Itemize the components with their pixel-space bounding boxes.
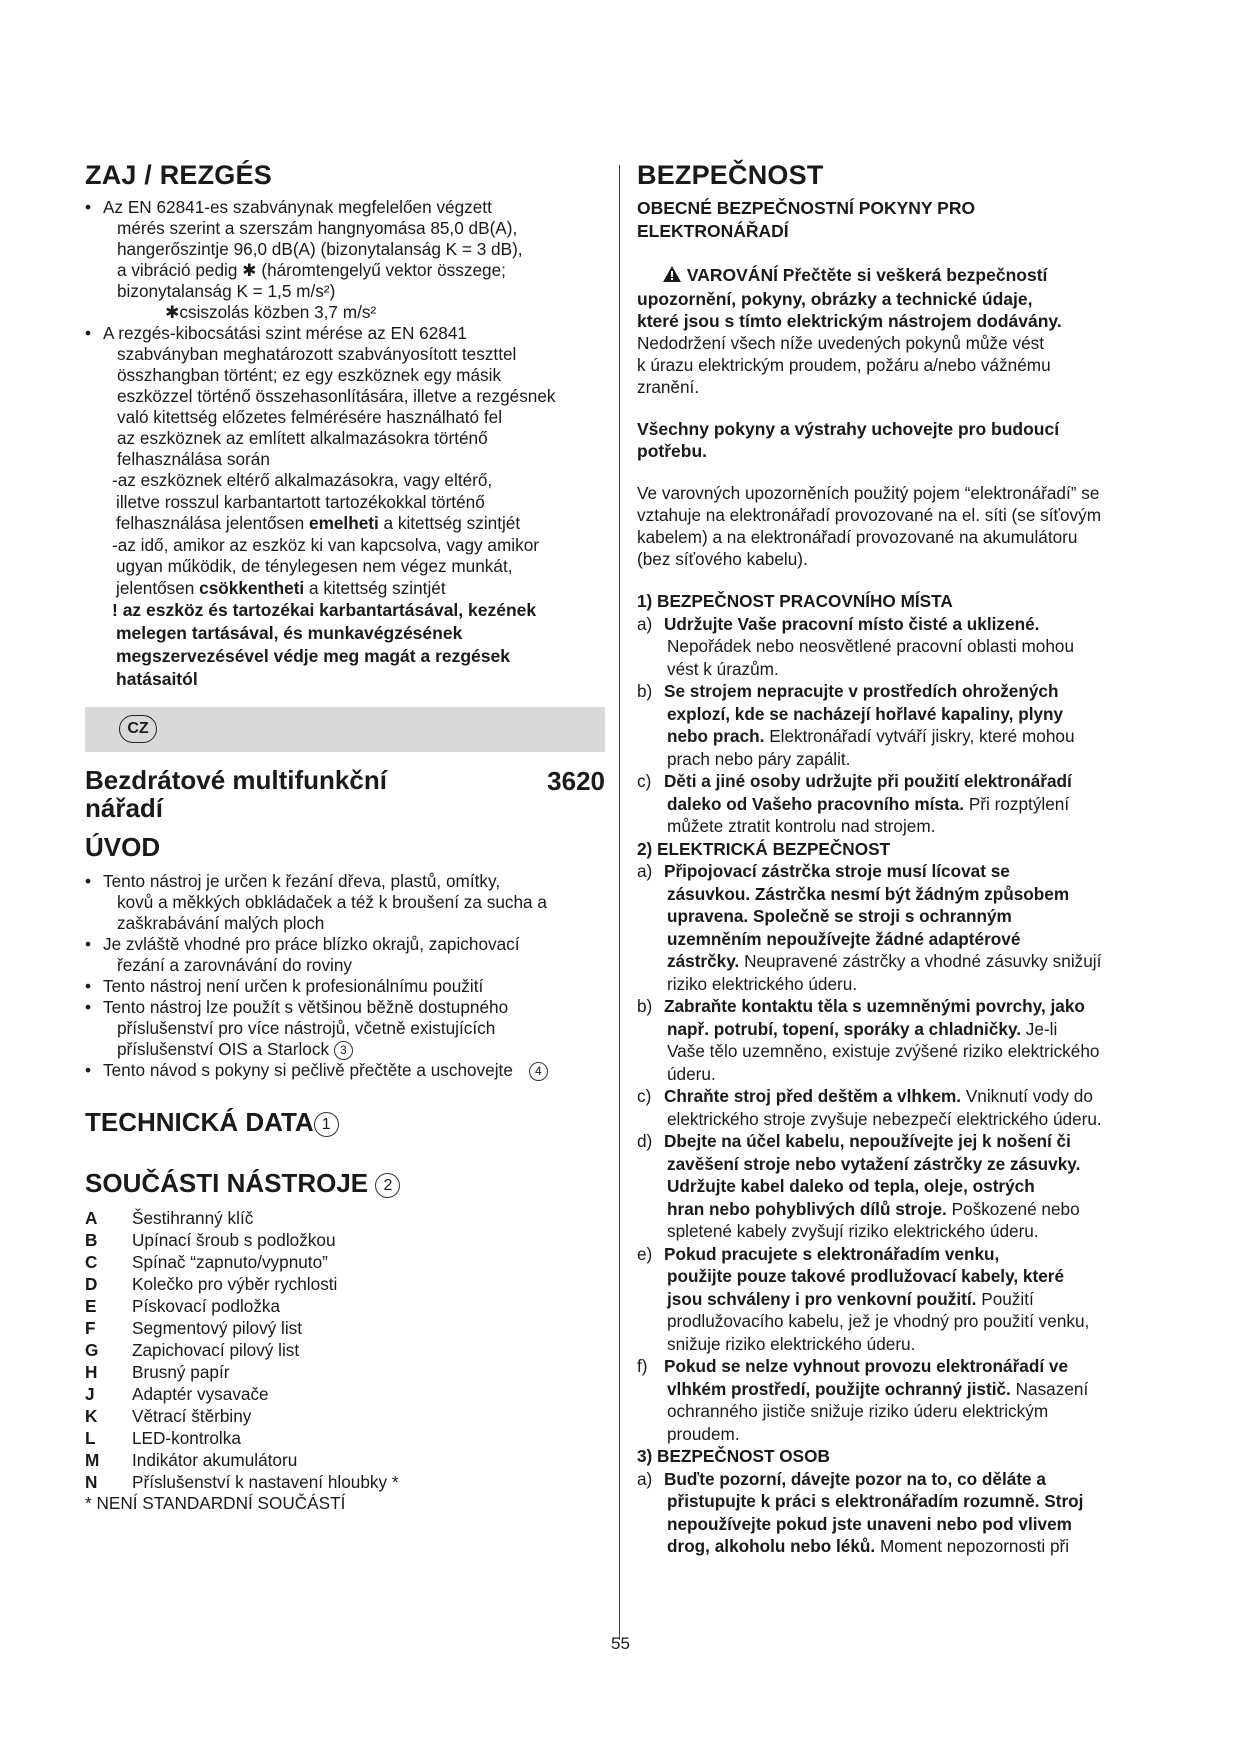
parts-row — [85, 1471, 399, 1493]
part-label: Brusný papír — [132, 1362, 230, 1382]
parts-footnote: * NENÍ STANDARDNÍ SOUČÁSTÍ — [85, 1493, 346, 1513]
part-key: H — [85, 1362, 98, 1382]
electrical-a: a) Připojovací zástrčka stroje musí lícovat se zásuvkou. Zástrčka nesmí být žádným způsobem upravena. Společně se stroji s ochranným uzemněním nepoužívejte žádné adaptérové zástrčky. Neupravené zástrčky a vhodné zásuvky snižují riziko elektrického úderu. — [637, 861, 1102, 994]
parts-row — [85, 1317, 399, 1339]
parts-row — [85, 1405, 399, 1427]
parts-row — [85, 1449, 399, 1471]
left-column — [85, 160, 605, 1514]
uvod-bullet-4: • Tento nástroj lze použít s většinou běžně dostupného příslušenství pro více nástrojů, včetně existujících příslušenství OIS a Starlock 3 — [85, 997, 605, 1060]
part-key: C — [85, 1252, 98, 1272]
keep-instructions: Všechny pokyny a výstrahy uchovejte pro budoucí potřebu. — [637, 419, 1060, 461]
parts-title: SOUČÁSTI NÁSTROJE 2 — [85, 1168, 605, 1199]
zaj-warning: ! az eszköz és tartozékai karbantartásával, kezének melegen tartásával, és munkavégzésének megszervezésével védje meg magát a rezgések hatásaitól — [112, 600, 537, 689]
safety-title: BEZPEČNOST — [637, 160, 824, 190]
electrical-e: e) Pokud pracujete s elektronářadím venku, použijte pouze takové prodlužovací kabely, které jsou schváleny i pro venkovní použití. Použití prodlužovacího kabelu, jež je vhodný pro použití venku, snižuje riziko elektrického úderu. — [637, 1243, 1090, 1354]
part-key: K — [85, 1406, 98, 1426]
part-label: Upínací šroub s podložkou — [132, 1230, 336, 1250]
part-label: Adaptér vysavače — [132, 1384, 269, 1404]
part-key: L — [85, 1428, 96, 1448]
part-key: M — [85, 1450, 100, 1470]
safety-subtitle: OBECNÉ BEZPEČNOSTNÍ POKYNY PRO ELEKTRONÁŘADÍ — [637, 198, 976, 241]
uvod-list — [85, 871, 605, 1081]
parts-row — [85, 1251, 399, 1273]
parts-row — [85, 1207, 399, 1229]
column-divider — [619, 165, 620, 1640]
part-key: D — [85, 1274, 98, 1294]
uvod-bullet-5: • Tento návod s pokyny si pečlivě přečtěte a uschovejte 4 — [85, 1060, 605, 1081]
part-label: LED-kontrolka — [132, 1428, 241, 1448]
uvod-bullet-2: • Je zvláště vhodné pro práce blízko okrajů, zapichovací řezání a zarovnávání do roviny — [85, 934, 605, 976]
uvod-title: ÚVOD — [85, 832, 161, 862]
part-key: F — [85, 1318, 96, 1338]
part-key: N — [85, 1472, 98, 1492]
section-work-area: 1) BEZPEČNOST PRACOVNÍHO MÍSTA — [637, 591, 953, 611]
uvod-bullet-3: • Tento nástroj není určen k profesionálnímu použití — [85, 976, 605, 997]
part-label: Příslušenství k nastavení hloubky * — [132, 1472, 399, 1492]
parts-row — [85, 1273, 399, 1295]
part-key: G — [85, 1340, 99, 1360]
figure-ref-2: 2 — [375, 1173, 400, 1198]
section-electrical: 2) ELEKTRICKÁ BEZPEČNOST — [637, 838, 891, 859]
figure-ref-3: 3 — [334, 1041, 353, 1060]
safety-warning: VAROVÁNÍ Přečtěte si veškerá bezpečností upozornění, pokyny, obrázky a technické údaje, které jsou s tímto elektrickým nástrojem dodávány. Nedodržení všech níže uvedených pokynů může vést k úrazu elektrickým proudem, požáru a/nebo vážnému zranění. — [637, 265, 1062, 397]
work-area-c: c) Děti a jiné osoby udržujte při použití elektronářadí daleko od Vašeho pracovního místa. Při rozptýlení můžete ztratit kontrolu nad strojem. — [637, 771, 1072, 836]
electrical-c: c) Chraňte stroj před deštěm a vlhkem. Vniknutí vody do elektrického stroje zvyšuje nebezpečí elektrického úderu. — [637, 1086, 1102, 1129]
electrical-f: f) Pokud se nelze vyhnout provozu elektronářadí ve vlhkém prostředí, použijte ochranný jistič. Nasazení ochranného jističe snižuje riziko úderu elektrickým proudem. — [637, 1356, 1089, 1444]
part-label: Segmentový pilový list — [132, 1318, 303, 1338]
work-area-a: a) Udržujte Vaše pracovní místo čisté a uklizené. Nepořádek nebo neosvětlené pracovní oblasti mohou vést k úrazům. — [637, 613, 1075, 679]
sanding-vibration: ✱csiszolás közben 3,7 m/s² — [165, 302, 377, 322]
part-key: E — [85, 1296, 97, 1316]
page-number: 55 — [611, 1634, 630, 1653]
section-personal: 3) BEZPEČNOST OSOB — [637, 1446, 830, 1466]
part-label: Spínač “zapnuto/vypnuto” — [132, 1252, 328, 1272]
parts-row — [85, 1383, 399, 1405]
zaj-sub-1: -az eszköznek eltérő alkalmazásokra, vagy eltérő, illetve rosszul karbantartott tartozékokkal történő felhasználása jelentősen emelheti a kitettség szintjét — [112, 470, 521, 533]
part-label: Větrací štěrbiny — [132, 1406, 252, 1426]
warning-triangle-icon — [662, 265, 682, 288]
language-bar — [85, 707, 605, 752]
figure-ref-1: 1 — [314, 1112, 339, 1137]
part-key: B — [85, 1230, 98, 1250]
part-label: Kolečko pro výběr rychlosti — [132, 1274, 338, 1294]
language-code-badge: CZ — [119, 715, 157, 743]
right-column — [637, 160, 1157, 1558]
model-number: 3620 — [547, 766, 605, 796]
part-label: Indikátor akumulátoru — [132, 1450, 298, 1470]
part-label: Zapichovací pilový list — [132, 1340, 300, 1360]
term-definition: Ve varovných upozorněních použitý pojem “elektronářadí” se vztahuje na elektronářadí provozované na el. síti (se síťovým kabelem) a na elektronářadí provozované na akumulátoru (bez síťového kabelu). — [637, 483, 1102, 569]
tech-data-title: TECHNICKÁ DATA 1 — [85, 1107, 605, 1138]
personal-a: a) Buďte pozorní, dávejte pozor na to, co děláte a přistupujte k práci s elektronářadím rozumně. Stroj nepoužívejte pokud jste unaveni nebo pod vlivem drog, alkoholu nebo léků. Moment nepozornosti při — [637, 1468, 1084, 1556]
electrical-b: b) Zabraňte kontaktu těla s uzemněnými povrchy, jako např. potrubí, topení, sporáky a chladničky. Je-li Vaše tělo uzemněno, existuje zvýšené riziko elektrického úderu. — [637, 996, 1100, 1084]
zaj-sub-2: -az idő, amikor az eszköz ki van kapcsolva, vagy amikor ugyan működik, de ténylegesen nem végez munkát, jelentősen csökkentheti a kitettség szintjét — [112, 534, 539, 598]
zaj-bullet-1: • Az EN 62841-es szabványnak megfelelően végzett mérés szerint a szerszám hangnyomása 85,0 dB(A), hangerőszintje 96,0 dB(A) (bizonytalanság K = 3 dB), a vibráció pedig ✱ (háromtengelyű vektor összege; bizonytalanság K = 1,5 m/s²) ✱csiszolás közben 3,7 m/s² — [85, 197, 605, 323]
part-key: J — [85, 1384, 95, 1404]
product-name: Bezdrátové multifunkční nářadí — [85, 765, 387, 823]
product-header — [85, 766, 605, 822]
parts-row — [85, 1295, 399, 1317]
parts-row — [85, 1361, 399, 1383]
uvod-bullet-1: • Tento nástroj je určen k řezání dřeva, plastů, omítky, kovů a měkkých obkládaček a též k broušení za sucha a zaškrabávání malých ploch — [85, 871, 605, 934]
parts-row — [85, 1339, 399, 1361]
part-label: Pískovací podložka — [132, 1296, 281, 1316]
zaj-list — [85, 197, 605, 470]
zaj-title: ZAJ / REZGÉS — [85, 160, 272, 190]
figure-ref-4: 4 — [529, 1062, 548, 1081]
parts-row — [85, 1427, 399, 1449]
parts-row — [85, 1229, 399, 1251]
part-key: A — [85, 1208, 98, 1228]
electrical-d: d) Dbejte na účel kabelu, nepoužívejte jej k nošení či zavěšení stroje nebo vytažení zástrčky ze zásuvky. Udržujte kabel daleko od tepla, oleje, ostrých hran nebo pohyblivých dílů stroje. Poškozené nebo spletené kabely zvyšují riziko elektrického úderu. — [637, 1131, 1081, 1241]
parts-list — [85, 1207, 399, 1493]
zaj-bullet-2: • A rezgés-kibocsátási szint mérése az EN 62841 szabványban meghatározott szabványosított teszttel összhangban történt; ez egy eszköznek egy másik eszközzel történő összehasonlítására, illetve a rezgésnek való kitettség előzetes felmérésére használható fel az eszköznek az említett alkalmazásokra történő felhasználása során — [85, 323, 605, 470]
work-area-b: b) Se strojem nepracujte v prostředích ohrožených explozí, kde se nacházejí hořlavé kapaliny, plyny nebo prach. Elektronářadí vytváří jiskry, které mohou prach nebo páry zapálit. — [637, 681, 1075, 769]
part-label: Šestihranný klíč — [132, 1208, 254, 1228]
